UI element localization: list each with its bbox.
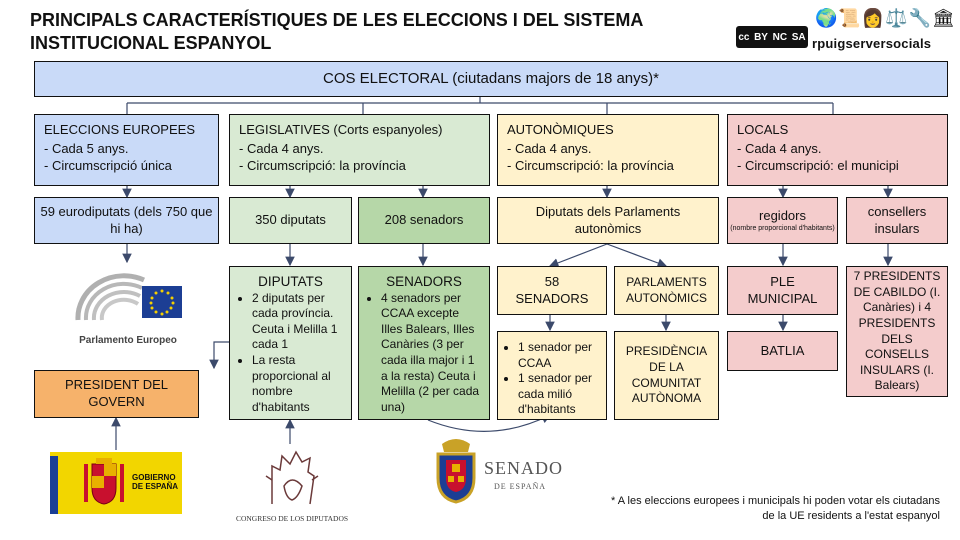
president-box bbox=[34, 370, 199, 418]
list-item: • 4 senadors per CCAA excepte Illes Balears, Illes Canàries (3 per cada illa major i 1 a la resta) Ceuta i Melilla (2 per cada una) bbox=[381, 291, 483, 416]
european-parliament-text: Parlamento Europeo bbox=[79, 335, 177, 346]
senadors-58-detail-box bbox=[497, 331, 607, 420]
electoral-body-label: COS ELECTORAL (ciutadans majors de 18 anys)* bbox=[323, 70, 659, 88]
diputats-count-box bbox=[229, 197, 352, 244]
senate-logo bbox=[432, 436, 572, 508]
senate-subtext: DE ESPAÑA bbox=[494, 482, 547, 491]
regional-presidency-label: PRESIDÈNCIA DE LA COMUNITAT AUTÒNOMA bbox=[625, 344, 708, 406]
mayoralty-box bbox=[727, 331, 838, 371]
legislative-elections-title: LEGISLATIVES (Corts espanyoles) bbox=[239, 122, 443, 137]
regional-elections-title: AUTONÒMIQUES bbox=[507, 122, 614, 137]
regional-presidency-box bbox=[614, 331, 719, 420]
regional-elections-box bbox=[497, 114, 719, 186]
brand-name: rpuigserversocials bbox=[812, 36, 932, 51]
senadors-58-box bbox=[497, 266, 607, 315]
regidors-note: (nombre proporcional d'habitants) bbox=[730, 224, 835, 232]
footnote: * A les eleccions europees i municipals hi poden votar els ciutadans de la UE residents a l'estat espanyol bbox=[611, 495, 940, 522]
regidors-box bbox=[727, 197, 838, 244]
congress-lion-icon bbox=[262, 446, 322, 506]
list-item: • 2 diputats per cada província. Ceuta i Melilla 1 cada 1 bbox=[252, 291, 345, 353]
local-elections-title: LOCALS bbox=[737, 122, 789, 137]
local-elections-box bbox=[727, 114, 948, 186]
senadors-count-box bbox=[358, 197, 490, 244]
legislative-elections-line: - Circumscripció: la província bbox=[239, 157, 406, 173]
mayoralty-label: BATLIA bbox=[760, 342, 805, 358]
government-text: GOBIERNO DE ESPAÑA bbox=[132, 473, 179, 491]
municipal-plenary-label: PLE MUNICIPAL bbox=[747, 273, 818, 306]
regional-elections-line: - Cada 4 anys. bbox=[507, 140, 592, 156]
list-item: • 1 senador per cada milió d'habitants bbox=[518, 371, 602, 418]
european-parliament-logo bbox=[72, 268, 184, 348]
coat-of-arms-icon bbox=[80, 458, 128, 508]
local-elections-line: - Circumscripció: el municipi bbox=[737, 157, 899, 173]
senadors-58-label: 58 SENADORS bbox=[515, 273, 589, 306]
senadors-detail-title: SENADORS bbox=[386, 274, 462, 289]
nc-icon: NC bbox=[772, 31, 788, 43]
regidors-label: regidors bbox=[759, 207, 806, 223]
list-item: • La resta proporcional al nombre d'habitants bbox=[252, 353, 345, 415]
european-elections-line: - Cada 5 anys. bbox=[44, 140, 129, 156]
spanish-government-logo bbox=[50, 452, 182, 514]
consellers-label: consellers insulars bbox=[867, 203, 927, 236]
regional-elections-line: - Circumscripció: la província bbox=[507, 157, 674, 173]
regional-parliament-deputies-label: Diputats dels Parlaments autonòmics bbox=[535, 203, 681, 236]
diputats-count-label: 350 diputats bbox=[255, 212, 326, 228]
eurodiputats-label: 59 eurodiputats (dels 750 que hi ha) bbox=[40, 203, 213, 236]
decorative-icons: 🌍📜👩⚖️🔧🏛 bbox=[815, 8, 956, 28]
european-elections-title: ELECCIONS EUROPEES bbox=[44, 122, 195, 137]
senadors-count-label: 208 senadors bbox=[384, 212, 464, 228]
senate-crest-icon bbox=[432, 436, 480, 506]
president-label: PRESIDENT DEL GOVERN bbox=[64, 377, 169, 409]
congress-text: CONGRESO DE LOS DIPUTADOS bbox=[235, 514, 349, 523]
regional-parliaments-label: PARLAMENTS AUTONÒMICS bbox=[625, 274, 708, 305]
senadors-detail-box bbox=[358, 266, 490, 420]
eu-stripe bbox=[50, 452, 58, 514]
legislative-elections-box bbox=[229, 114, 490, 186]
local-elections-line: - Cada 4 anys. bbox=[737, 140, 822, 156]
consellers-box bbox=[846, 197, 948, 244]
sa-icon: SA bbox=[791, 31, 806, 43]
legislative-elections-line: - Cada 4 anys. bbox=[239, 140, 324, 156]
island-presidents-box bbox=[846, 266, 948, 397]
diputats-detail-title: DIPUTATS bbox=[258, 274, 323, 289]
diputats-detail-box bbox=[229, 266, 352, 420]
regional-parliaments-box bbox=[614, 266, 719, 315]
european-elections-line: - Circumscripció única bbox=[44, 157, 172, 173]
electoral-body-box bbox=[34, 61, 948, 97]
regional-parliament-deputies-box bbox=[497, 197, 719, 244]
page-title: PRINCIPALS CARACTERÍSTIQUES DE LES ELECCIONS I DEL SISTEMA INSTITUCIONAL ESPANYOL bbox=[30, 10, 643, 53]
municipal-plenary-box bbox=[727, 266, 838, 315]
eurodiputats-box bbox=[34, 197, 219, 244]
list-item: • 1 senador per CCAA bbox=[518, 340, 602, 371]
by-icon: BY bbox=[754, 31, 768, 43]
senate-text: SENADO bbox=[484, 458, 564, 478]
european-elections-box bbox=[34, 114, 219, 186]
island-presidents-label: 7 PRESIDENTS DE CABILDO (I. Canàries) i 4 PRESIDENTS DELS CONSELLS INSULARS (I. Balears) bbox=[853, 269, 941, 393]
cc-icon: cc bbox=[738, 31, 750, 43]
congress-logo bbox=[228, 446, 356, 526]
parliament-hemicycle-icon bbox=[72, 268, 184, 326]
